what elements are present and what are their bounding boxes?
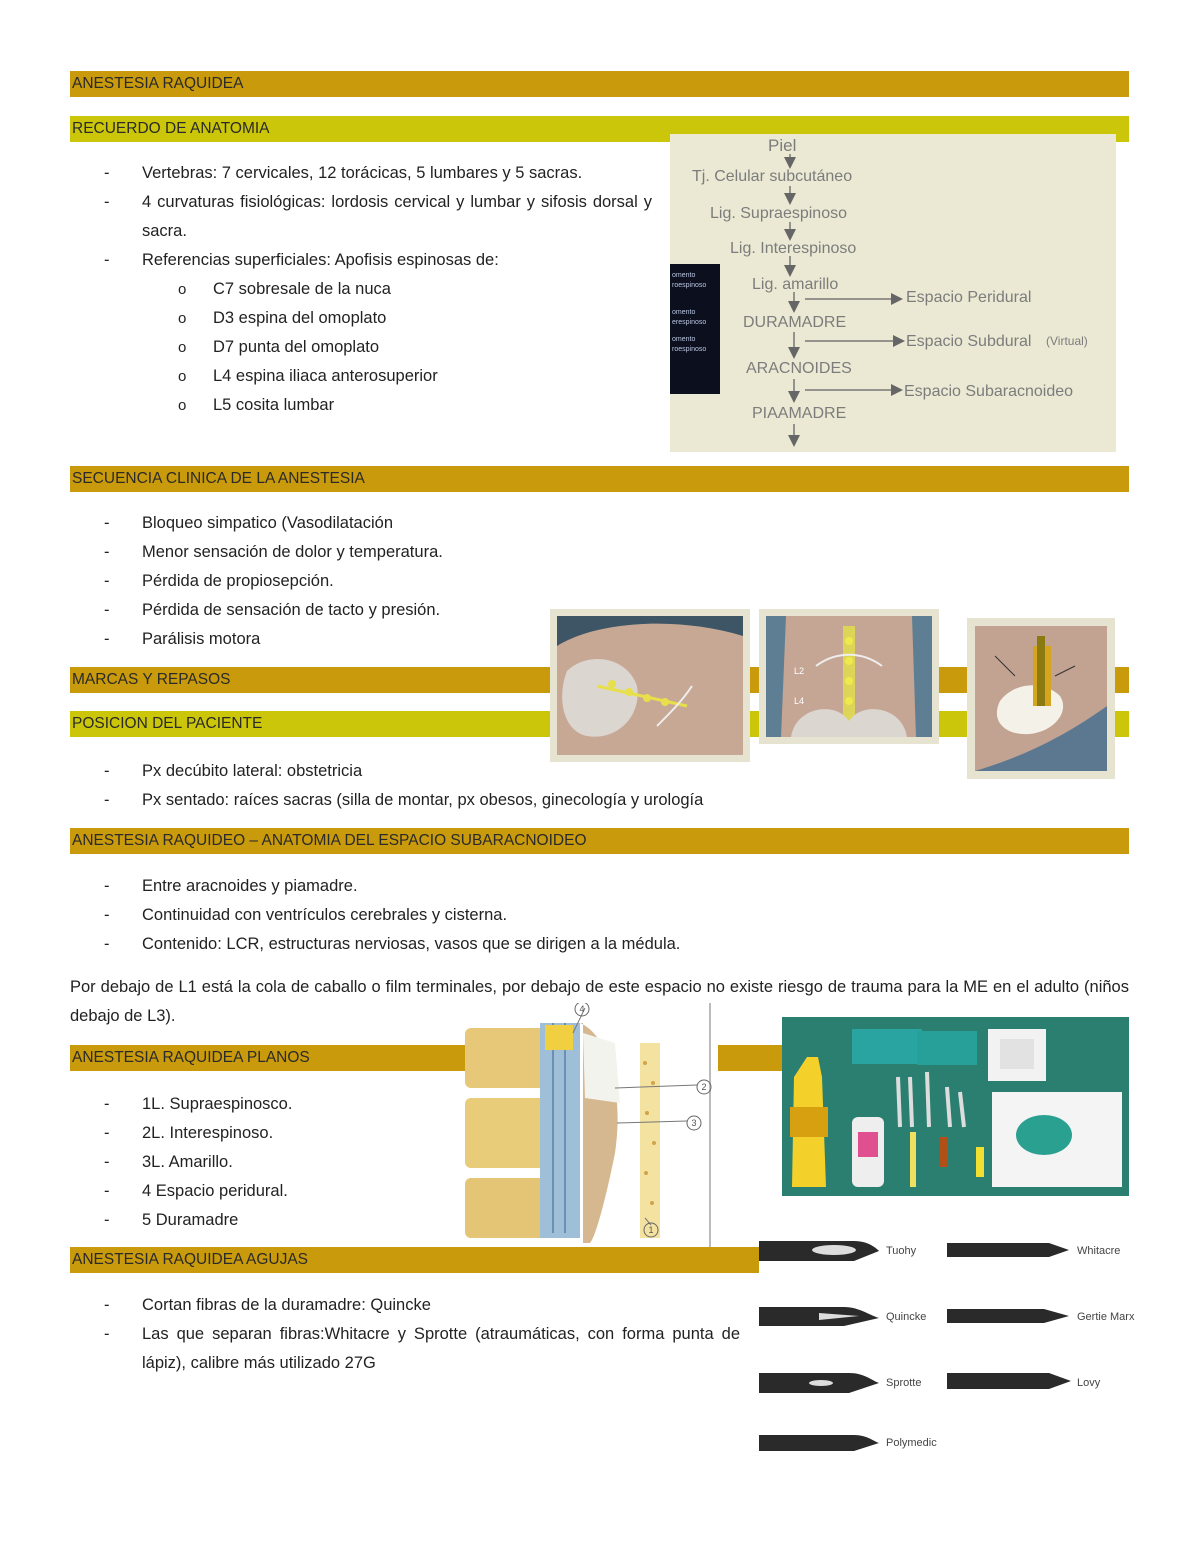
planos-anatomy-drawing [465,1003,718,1247]
layer-label: DURAMADRE [743,314,847,331]
list-item: - Vertebras: 7 cervicales, 12 torácicas, 5 lumbares y 5 sacras. [70,159,652,188]
diagram-number: 3 [691,1118,697,1128]
vertebra-label: L2 [794,666,805,676]
diagram-number: 4 [579,1004,585,1014]
list-item: - 5 Duramadre [70,1206,450,1235]
vertebra-label: L4 [794,696,805,706]
instruments-photo [782,1017,1129,1196]
list-item: - Referencias superficiales: Apofisis espinosas de: [70,246,652,275]
needle-label: Sprotte [886,1377,922,1389]
needle-label: Polymedic [886,1437,937,1449]
list-item: - 1L. Supraespinosco. [70,1090,450,1119]
list-item: - Continuidad con ventrículos cerebrales y cisterna. [70,901,970,930]
cola-caballo-paragraph: Por debajo de L1 está la cola de caballo o film terminales, por debajo de este espacio no existe riesgo de trauma para la ME en el adulto (niños debajo de L3). [70,978,1129,1025]
list-item: - Entre aracnoides y piamadre. [70,872,970,901]
subaracnoideo-list [70,872,970,959]
needle-label: Quincke [886,1311,927,1323]
section-heading-secuencia-clinica: SECUENCIA CLINICA DE LA ANESTESIA [70,466,1129,492]
sub-list-item: o D7 punta del omoplato [70,333,652,362]
patient-back-photo-lateral [550,609,750,762]
layer-label: Piel [768,136,797,155]
list-item: - Bloqueo simpatico (Vasodilatación [70,509,550,538]
list-item: - Parálisis motora [70,625,550,654]
list-item: - Pérdida de propiosepción. [70,567,550,596]
needle-label: Tuohy [886,1245,917,1257]
list-item: - Px sentado: raíces sacras (silla de montar, px obesos, ginecología y urología [70,786,970,815]
space-label: Espacio Subdural [906,333,1032,350]
space-label: (Virtual) [1046,334,1088,348]
spine-model-photo [967,618,1115,779]
space-label: Espacio Peridural [906,289,1032,306]
secuencia-list [70,509,550,654]
side-label: omento [672,309,696,316]
side-label: omento [672,272,696,279]
sub-list-item: o L5 cosita lumbar [70,391,652,420]
needle-label: Whitacre [1077,1245,1121,1257]
list-item: - Contenido: LCR, estructuras nerviosas, vasos que se dirigen a la médula. [70,930,970,959]
sub-list-item: o D3 espina del omoplato [70,304,652,333]
list-item: - 3L. Amarillo. [70,1148,450,1177]
side-label: roespinoso [672,346,707,353]
list-item: - Pérdida de sensación de tacto y presión. [70,596,550,625]
sub-list-item: o C7 sobresale de la nuca [70,275,652,304]
section-heading-planos: ANESTESIA RAQUIDEA PLANOS [70,1045,1129,1071]
section-heading-espacio-subaracnoideo: ANESTESIA RAQUIDEO – ANATOMIA DEL ESPACIO SUBARACNOIDEO [70,828,1129,854]
side-label: erespinoso [672,319,707,326]
section-heading-anestesia-raquidea: ANESTESIA RAQUIDEA [70,71,1129,97]
section-heading-recuerdo-anatomia: RECUERDO DE ANATOMIA [70,116,1129,142]
list-item: - Cortan fibras de la duramadre: Quincke [70,1291,740,1320]
list-item: - 2L. Interespinoso. [70,1119,450,1148]
layer-label: Lig. Supraespinoso [710,205,847,222]
list-item: - 4 curvaturas fisiológicas: lordosis cervical y lumbar y sifosis dorsal y sacra. [70,188,652,246]
layer-label: Lig. amarillo [752,276,839,293]
section-heading-posicion-paciente: POSICION DEL PACIENTE [70,711,1129,737]
section-heading-agujas: ANESTESIA RAQUIDEA AGUJAS [70,1247,760,1273]
agujas-list [70,1291,740,1378]
list-item: - 4 Espacio peridural. [70,1177,450,1206]
needle-label: Lovy [1077,1377,1101,1389]
layer-label: Lig. Interespinoso [730,240,857,257]
layers-diagram [670,134,1116,452]
diagram-number: 1 [648,1225,654,1235]
layer-label: ARACNOIDES [746,360,852,377]
layer-label: PIAAMADRE [752,405,847,422]
space-label: Espacio Subaracnoideo [904,383,1074,400]
list-item: - Menor sensación de dolor y temperatura. [70,538,550,567]
planos-list [70,1090,450,1235]
list-item: - Px decúbito lateral: obstetricia [70,757,970,786]
needles-figure [759,1223,1151,1459]
section-heading-marcas-repasos: MARCAS Y REPASOS [70,667,1129,693]
needle-label: Gertie Marx [1077,1311,1135,1323]
posicion-list [70,757,970,815]
list-item: - Las que separan fibras:Whitacre y Sprotte (atraumáticas, con forma punta de lápiz), calibre más utilizado 27G [70,1320,740,1378]
diagram-number: 2 [701,1082,707,1092]
patient-back-photo-sitting [759,609,939,744]
side-label: omento [672,336,696,343]
side-label: roespinoso [672,282,707,289]
layer-label: Tj. Celular subcutáneo [692,168,853,185]
anatomia-list [70,159,652,420]
sub-list-item: o L4 espina iliaca anterosuperior [70,362,652,391]
